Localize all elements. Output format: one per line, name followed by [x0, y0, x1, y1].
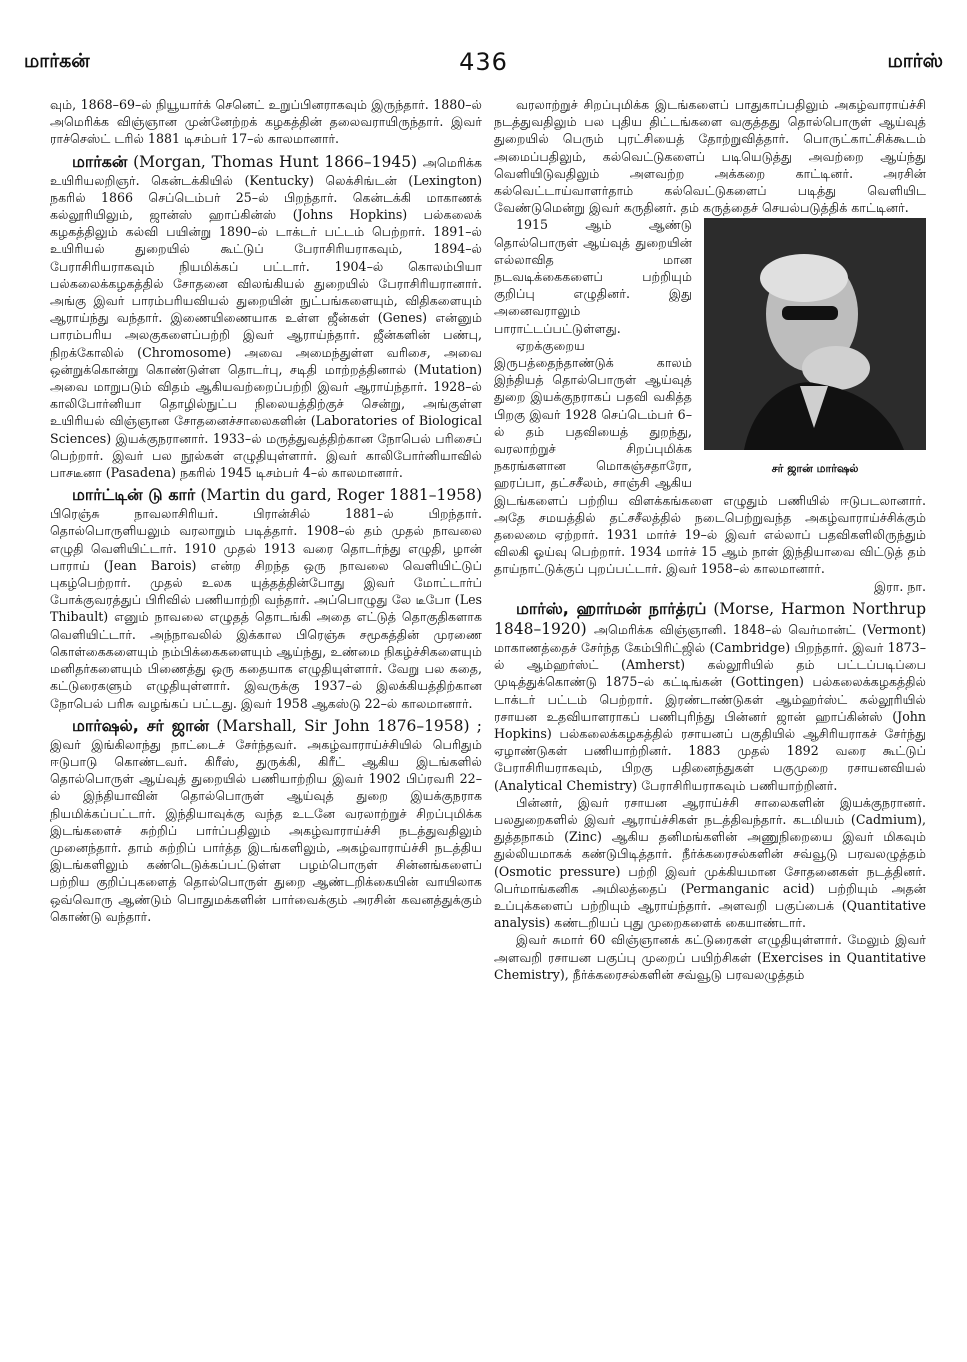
portrait-photo	[704, 218, 926, 450]
entry-morgan	[50, 152, 482, 482]
right-column	[494, 96, 926, 1326]
entry-body: அமெரிக்க உயிரியலறிஞர். கென்டக்கியில் (Kentucky) லெக்சிங்டன் (Lexington) நகரில் 1866 செப்டெம்பர் 25–ல் பிறந்தார். கென்டக்கி மாகாணக் கல்லூரியிலும், ஜான்ஸ் ஹாப்கின்ஸ் (Johns Hopkins) பல்கலைக் கழகத்திலும் கல்வி பயின்று 1890–ல் டாக்டர் பட்டம் பெற்றார். 1891–ல் உயிரியல் துறையில் கூட்டுப் பேராசிரியராகவும், 1894–ல் பேராசிரியராகவும் நியமிக்கப் பட்டார். 1904–ல் கொலம்பியா பல்கலைக்கழகத்தில் சோதனை விலங்கியல் துறையில் பேராசிரியரானார். அங்கு இவர் பாரம்பரியவியல் துறையின் நுட்பங்களையும், விதிகளையும் ஆராய்ந்து வந்தார். இணையிணையாக உள்ள ஜீன்கள் (Genes) என்னும் பாரம்பரிய அலகுகளைப்பற்றி இவர் ஆராய்ந்தார். ஜீன்களின் பண்பு, நிறக்கோலில் (Chromosome) அவை அமைந்துள்ள வரிசை, அவை ஒன்றுக்கொன்று கொண்டுள்ள தொடர்பு, சடிதி மாற்றத்தினால் (Mutation) அவை மாறுபடும் விதம் ஆகியவற்றைப்பற்றி இவர் ஆராய்ந்தார். 1928–ல் காலிபோர்னியா தொழில்நுட்ப நிலையத்திற்குச் சென்று, அங்குள்ள உயிரியல் விஞ்ஞான சோதனைச்சாலைகளின் (Laboratories of Biological Sciences) இயக்குநரானார். 1933–ல் மருத்துவத்திற்கான நோபெல் பரிசைப் பெற்றார். இவர் பல நூல்கள் எழுதியுள்ளார். இவர் காலிபோர்னியாவில் பாசடீனா (Pasadena) நகரில் 1945 டிசம்பர் 4–ல் காலமானார்.	[50, 154, 482, 481]
entry-body: இவர் இங்கிலாந்து நாட்டைச் சேர்ந்தவர். அகழ்வாராய்ச்சியில் பெரிதும் ஈடுபாடு கொண்டவர். கிரீஸ், துருக்கி, கிரீட் ஆகிய இடங்களில் தொல்பொருள் ஆய்வுத் துறையில் பணியாற்றிய இவர் 1902 பிப்ரவரி 22–ல் இந்தியாவின் தொல்பொருள் ஆய்வுத் துறை இயக்குநராக நியமிக்கப்பட்டார். இந்தியாவுக்கு வந்த உடனே வரலாற்றுச் சிறப்புமிக்க இடங்களைச் சுற்றிப் பார்ப்பதிலும் அகழ்வாராய்ச்சி நடத்துவதிலும் முனைந்தார். தாம் சுற்றிப் பார்த்த இடங்களிலும், அகழ்வாராய்ச்சி நடத்திய இடங்களிலும் கண்டெடுக்கப்பட்டுள்ள பழம்பொருள் சின்னங்களைப் பற்றிய குறிப்புகளைத் தொல்பொருள் துறை ஆண்டறிக்கையின் வாயிலாக ஒவ்வொரு ஆண்டும் பொதுமக்களின் பார்வைக்கும் அரசின் கவனத்துக்கும் கொண்டு வந்தார்.	[50, 736, 482, 924]
headword-latin: (Marshall, Sir John 1876–1958) ;	[216, 716, 482, 735]
entry-martin-du-gard	[50, 485, 482, 711]
photo-caption: சர் ஜான் மார்ஷல்	[771, 462, 859, 476]
headword-latin: (Martin du gard, Roger 1881–1958)	[200, 486, 482, 505]
author-signature: இரா. நா.	[873, 578, 926, 594]
entry-heading	[72, 153, 423, 171]
paragraph-retirement: ஏறக்குறைய இருபத்தைந்தாண்டுக் காலம் இந்தியத் தொல்பொருள் ஆய்வுத் துறை இயக்குநராகப் பதவி வகித்த பிறகு இவர் 1928 செப்டெம்பர் 6–ல் தம் பதவியைத் துறந்து, வரலாற்றுச் சிறப்புமிக்க நகரங்களான மொகஞ்சதாரோ, ஹரப்பா, தட்சசீலம், சாஞ்சி ஆகிய இடங்களைப் பற்றிய விளக்கங்களை எழுதும் பணியில் ஈடுபடலானார். அதே சமயத்தில் தட்சசீலத்தில் நடைபெற்றுவந்த அகழ்வாராய்ச்சிக்கும் தலைமை ஏற்றார். 1931 மார்ச் 19–ல் இவர் எல்லாப் பதவிகளிலிருந்தும் விலகி ஓய்வு பெற்றார். 1934 மார்ச் 15 ஆம் நாள் இந்தியாவை விட்டுத் தம் தாய்நாட்டுக்குப் புறப்பட்டார். இவர் 1958–ல் காலமானார்.	[494, 337, 926, 577]
page-header	[24, 48, 943, 84]
headword: மார்ஷல், சர் ஜான்	[72, 715, 209, 735]
left-column	[50, 96, 482, 1326]
entry-paragraph: இவர் சுமார் 60 விஞ்ஞானக் கட்டுரைகள் எழுதியுள்ளார். மேலும் இவர் அளவறி ரசாயன பகுப்பு முறைப் பயிற்சிகள் (Exercises in Quantitative Chemistry), நீர்க்கரைசல்களின் சவ்வூடு பரவலழுத்தம்	[494, 932, 926, 982]
entry-body: அமெரிக்க விஞ்ஞானி. 1848–ல் வெர்மான்ட் (Vermont) மாகாணத்தைச் சேர்ந்த கேம்பிரிட்ஜில் (Cambridge) பிறந்தார். இவர் 1873–ல் ஆம்ஹர்ஸ்ட் (Amherst) கல்லூரியில் தம் பட்டப்படிப்பை முடித்துக்கொண்டு 1875–ல் கட்டிங்கன் (Gottingen) பல்கலைக்கழகத்தில் டாக்டர் பட்டம் பெற்றார். இரண்டாண்டுகள் ஆம்ஹர்ஸ்ட் கல்லூரியில் ரசாயன உதவியாளராகப் பணிபுரிந்து பின்னர் ஜான் ஹாப்கின்ஸ் (John Hopkins) பல்கலைக்கழகத்தில் ரசாயனப் பகுதியில் ஆசிரியராகச் சேர்ந்து ஏழாண்டுகள் பணியாற்றினர். 1883 முதல் 1892 வரை கூட்டுப் பேராசிரியராகவும், பிறகு பதினைந்துகள் பகுமுறை ரசாயனவியல் (Analytical Chemistry) பேராசிரியராகவும் பணியாற்றினர்.	[494, 621, 926, 793]
headword-latin: (Morse, Harmon Northrup 1848–1920)	[494, 599, 926, 638]
continued-paragraph-top	[494, 96, 926, 216]
entry-paragraph: பின்னர், இவர் ரசாயன ஆராய்ச்சி சாலைகளின் இயக்குநரானர். பலதுறைகளில் இவர் ஆராய்ச்சிகள் நடத்திவந்தார். கடமியம் (Cadmium), துத்தநாகம் (Zinc) ஆகிய தனிமங்களின் அணுநிறையை இவர் மிகவும் துல்லியமாகக் கண்டுபிடித்தார். நீர்க்கரைசல்களின் சவ்வூடு பரவலழுத்தம் (Osmotic pressure) பற்றி இவர் முக்கியமான சோதனைகள் நடத்தினர். பெர்மாங்கனிக அமிலத்தைப் (Permanganic acid) பற்றியும் அதன் உப்புக்களைப் பற்றியும் ஆராய்ந்தார். அளவறி பகுப்பைக் (Quantitative analysis) கண்டறியப் புது முறைகளைக் கையாண்டார்.	[494, 794, 926, 931]
paragraph-1915: 1915 ஆம் ஆண்டு தொல்பொருள் ஆய்வுத் துறையின் எல்லாவித மான நடவடிக்கைகளைப் பற்றியும் குறிப்பு எழுதினர். இது அனைவராலும் பாராட்டப்பட்டுள்ளது.	[494, 217, 692, 336]
header-left-guide-word: மார்கன்	[24, 50, 90, 72]
headword-latin: (Morgan, Thomas Hunt 1866–1945)	[133, 152, 418, 171]
portrait-figure	[704, 218, 926, 477]
entry-marshall	[50, 716, 482, 925]
headword: மார்ஸ், ஹார்மன் நார்த்ரப்	[516, 598, 707, 618]
portrait-image	[704, 218, 926, 450]
headword: மார்கன்	[72, 151, 128, 171]
entry-body: பிரெஞ்சு நாவலாசிரியர். பிரான்சில் 1881–ல் பிறந்தார். தொல்பொருளியலும் வரலாறும் படித்தார். 1908–ல் தம் முதல் நாவலை எழுதி வெளியிட்டார். 1910 முதல் 1913 வரை தொடர்ந்து எழுதி, ழான் பாராய் (Jean Barois) என்ற சிறந்த ஒரு நாவலை வெளியிட்டுப் புகழ்பெற்றார். முதல் உலக யுத்தத்தின்போது இவர் மோட்டார்ப் போக்குவரத்துப் பிரிவில் பணியாற்றி வந்தார். அப்பொழுது லே டீபோ (Les Thibault) எனும் நாவலை எழுதத் தொடங்கி அதை எட்டுத் தொகுதிகளாக வெளியிட்டார். அந்நாவலில் இக்கால பிரெஞ்சு சமூகத்தின் முரணை கொள்கைகளையும் நம்பிக்கைகளையும் ஆய்ந்து, உண்மை நிகழ்ச்சிகளையும் மனிதர்களையும் பிணைத்து ஒரு கதையாக எழுதியுள்ளார். வேறு பல கதை, கட்டுரைகளும் எழுதியுள்ளார். இவருக்கு 1937–ல் இலக்கியத்திற்கான நோபெல் பரிசு வழங்கப் பட்டது. இவர் 1958 ஆகஸ்டு 22–ல் காலமானார்.	[50, 506, 482, 711]
entry-heading	[72, 717, 482, 735]
page-number: 436	[459, 48, 508, 76]
entry-heading	[72, 486, 482, 504]
headword: மார்ட்டின் டு கார்	[72, 485, 196, 505]
continued-paragraph: வும், 1868–69–ல் நியூயார்க் செனெட் உறுப்பினராகவும் இருந்தார். 1880–ல் அமெரிக்க விஞ்ஞான முன்னேற்றக் கழகத்தின் தலைவராயிருந்தார். இவர் ராச்செஸ்ட் டரில் 1881 டிசம்பர் 17–ல் காலமானார்.	[50, 97, 482, 147]
entry-morse	[494, 599, 926, 983]
header-right-guide-word: மார்ஸ்	[887, 50, 943, 72]
paragraph-part: வரலாற்றுச் சிறப்புமிக்க இடங்களைப் பாதுகாப்பதிலும் அகழ்வாராய்ச்சி நடத்துவதிலும் பல புதிய திட்டங்களை வகுத்தது தொல்பொருள் ஆய்வுத் துறையில் பெரும் புரட்சியைத் தோற்றுவித்தார். பொருட்காட்சிக்கூடம் அமைப்பதிலும், கல்வெட்டுகளைப் படியெடுத்து அவற்றை ஆய்ந்து வெளியிடுவதிலும் அளவற்ற அக்கறை காட்டினர். அரசின் கல்வெட்டாய்வாளர்தாம் கல்வெட்டுகளைப் படித்து வெளியிட வேண்டுமென்று இவர் கருதினர். தம் கருத்தைச் செயல்படுத்திக் காட்டினர்.	[494, 97, 926, 216]
